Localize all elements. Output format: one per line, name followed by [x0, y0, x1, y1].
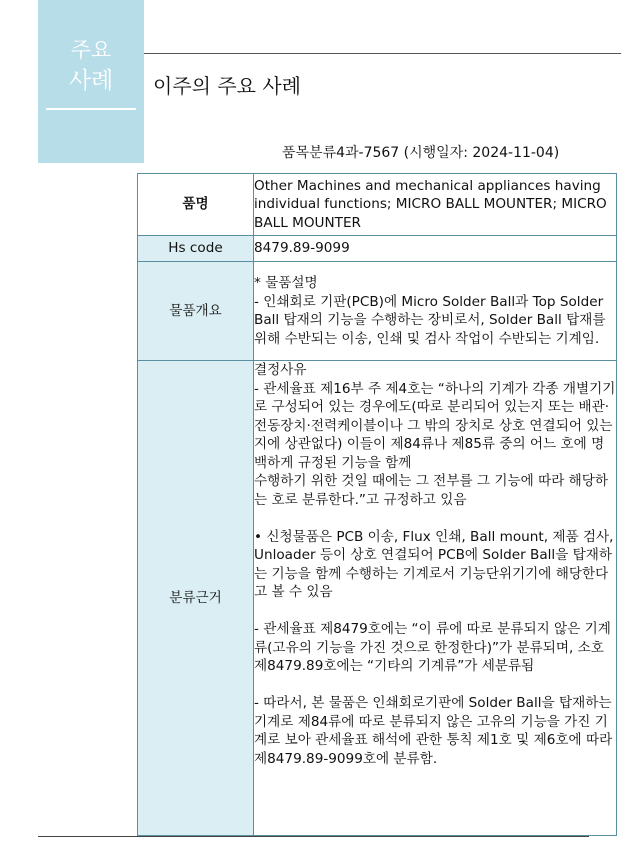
overview-value [254, 262, 617, 361]
footer-divider [38, 836, 589, 837]
section-tag-line1: 주요 [70, 38, 112, 62]
basis-label: 분류근거 [138, 361, 254, 836]
hs-code-value: 8479.89-9099 [254, 236, 617, 262]
table-row-product-name [138, 174, 617, 236]
section-tag-underline [46, 108, 136, 110]
basis-text: 결정사유 - 관세율표 제16부 주 제4호는 “하나의 기계가 각종 개별기기로 구성되어 있는 경우에도(따로 분리되어 있는지 또는 배관·전동장치·전력케이블이나 그 밖의 장치로 상호 연결되어 있는지에 상관없다) 이들이 제84류나 제85류 중의 어느 호에 명백하게 규정된 기능을 함께 수행하기 위한 것일 때에는 그 전부를 그 기능에 따라 해당하는 호로 분류한다.”고 규정하고 있음 • 신청물품은 PCB 이송, Flux 인쇄, Ball mount, 제품 검사, Unloader 등이 상호 연결되어 PCB에 Solder Ball을 탑재하는 기능을 함께 수행하는 기계로서 기능단위기기에 해당한다고 볼 수 있음 - 관세율표 제8479호에는 “이 류에 따로 분류되지 않은 기계류(고유의 기능을 가진 것으로 한정한다)”가 분류되며, 소호 제8479.89호에는 “기타의 기계류”가 세분류됨 - 따라서, 본 물품은 인쇄회로기판에 Solder Ball을 탑재하는 기계로 제84류에 따로 분류되지 않은 고유의 기능을 가진 기계로 보아 관세율표 해석에 관한 통칙 제1호 및 제6호에 따라 제8479.89-9099호에 분류함. [254, 362, 616, 767]
product-name-value: Other Machines and mechanical appliances having individual functions; MICRO BALL MOUNTER; MICRO BALL MOUNTER [254, 174, 617, 236]
section-tag [38, 0, 144, 163]
table-row-overview [138, 262, 617, 361]
classification-table [137, 173, 617, 836]
reference-number: 품목분류4과-7567 (시행일자: 2024-11-04) [282, 145, 560, 161]
basis-value [254, 361, 617, 836]
header-divider [144, 53, 621, 54]
overview-label: 물품개요 [138, 262, 254, 361]
overview-text: * 물품설명 - 인쇄회로 기판(PCB)에 Micro Solder Ball과 Top Solder Ball 탑재의 기능을 수행하는 장비로서, Solder Ball 탑재를 위해 수반되는 이송, 인쇄 및 검사 작업이 수반되는 기계임. [254, 275, 606, 347]
table-row-hs-code [138, 236, 617, 262]
section-tag-line2: 사례 [68, 68, 114, 94]
page-title: 이주의 주요 사례 [153, 74, 301, 98]
table-row-basis [138, 361, 617, 836]
product-name-label: 품명 [138, 174, 254, 236]
hs-code-label: Hs code [138, 236, 254, 262]
